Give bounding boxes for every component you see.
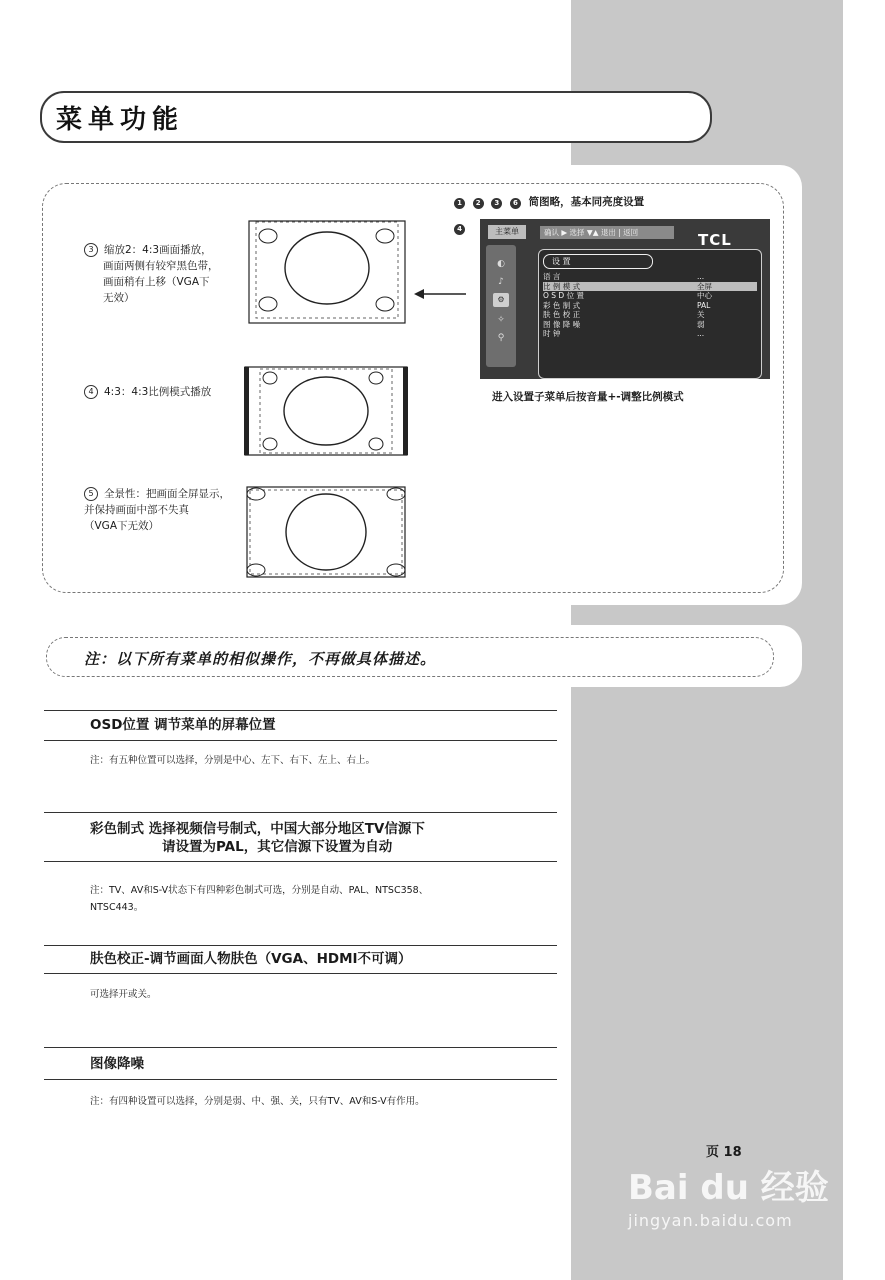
section-skin-tone-title: 肤色校正-调节画面人物肤色（VGA、HDMI不可调） xyxy=(90,951,412,967)
tv-menu-item: O S D 位 置 中心 xyxy=(543,291,712,300)
arrow-icon xyxy=(412,286,468,302)
legend-text: 简图略，基本同亮度设置 xyxy=(528,196,645,208)
mode-5-frame xyxy=(246,486,408,580)
tv-picture-icon: ◐ xyxy=(497,259,505,269)
section-color-system-note: 注：TV、AV和S-V状态下有四种彩色制式可选，分别是自动、PAL、NTSC358、 NTSC443。 xyxy=(90,885,429,913)
legend-dot-4: 4 xyxy=(454,224,465,235)
section-osd-title: OSD位置 调节菜单的屏幕位置 xyxy=(90,717,276,733)
legend-4 xyxy=(454,216,469,235)
legend-dot-6: 6 xyxy=(510,198,521,209)
mode-4-caption: 4 4:3：4:3比例模式播放 xyxy=(84,384,244,400)
divider xyxy=(44,710,557,711)
note-text: 注：以下所有菜单的相似操作，不再做具体描述。 xyxy=(84,650,437,668)
tv-setup-icon: ⚙ xyxy=(493,293,509,307)
divider xyxy=(44,945,557,946)
section-noise-reduction-note: 注：有四种设置可以选择，分别是弱、中、强、关，只有TV、AV和S-V有作用。 xyxy=(90,1096,425,1107)
legend-dot-2: 2 xyxy=(473,198,484,209)
tv-menu-screenshot xyxy=(480,219,770,379)
divider xyxy=(44,1047,557,1048)
watermark-brand: Bai du 经验 xyxy=(628,1168,829,1208)
divider xyxy=(44,1079,557,1080)
mode-5-caption: 5 全景性：把画面全屏显示， 并保持画面中部不失真 （VGA下无效） xyxy=(84,488,230,532)
tv-function-icon: ✧ xyxy=(497,315,505,325)
tv-caption: 进入设置子菜单后按音量+-调整比例模式 xyxy=(492,391,684,403)
mode-4-number: 4 xyxy=(84,385,98,399)
mode-3-caption: 3 缩放2：4:3画面播放， 画面两侧有较窄黑色带， 画面稍有上移（VGA下 无效） xyxy=(84,242,244,306)
tv-menu-item: 语 言 ... xyxy=(543,272,705,281)
tv-main-menu-tab: 主菜单 xyxy=(488,225,526,239)
tv-menu-item-selected: 比 例 模 式 全屏 xyxy=(543,282,757,292)
tv-menu-item: 彩 色 制 式 PAL xyxy=(543,300,711,310)
legend xyxy=(454,194,644,209)
tv-sound-icon: ♪ xyxy=(498,277,504,287)
divider xyxy=(44,740,557,741)
tv-menu-list xyxy=(543,272,757,339)
tcl-logo: TCL xyxy=(698,231,732,249)
section-color-system-title: 彩色制式 选择视频信号制式，中国大部分地区TV信源下 请设置为PAL，其它信源下设置为自动 xyxy=(90,821,425,855)
divider xyxy=(44,812,557,813)
section-skin-tone-note: 可选择开或关。 xyxy=(90,989,157,1000)
legend-dot-3: 3 xyxy=(491,198,502,209)
mode-3-frame xyxy=(248,220,408,325)
tv-nav-hints: 确认 ▶ 选择 ▼▲ 退出 | 返回 xyxy=(540,226,674,239)
divider xyxy=(44,861,557,862)
tv-icon-column xyxy=(486,245,516,367)
tv-menu-item: 时 钟 ... xyxy=(543,329,705,338)
mode-4-frame xyxy=(244,366,408,456)
legend-dot-1: 1 xyxy=(454,198,465,209)
section-noise-reduction-title: 图像降噪 xyxy=(90,1056,144,1072)
tv-menu-item: 图 像 降 噪 弱 xyxy=(543,319,705,329)
divider xyxy=(44,973,557,974)
tv-setup-panel xyxy=(538,249,762,379)
page-title: 菜单功能 xyxy=(56,105,185,135)
tv-channel-icon: ⚲ xyxy=(497,333,505,343)
page-number: 页 18 xyxy=(706,1145,742,1160)
mode-3-number: 3 xyxy=(84,243,98,257)
section-osd-note: 注：有五种位置可以选择，分别是中心、左下、右下、左上、右上。 xyxy=(90,755,376,766)
mode-5-number: 5 xyxy=(84,487,98,501)
tv-menu-item: 肤 色 校 正 关 xyxy=(543,310,705,319)
watermark-url: jingyan.baidu.com xyxy=(628,1211,793,1230)
tv-setup-header: 设 置 xyxy=(543,254,653,269)
baidu-watermark xyxy=(628,1160,829,1230)
